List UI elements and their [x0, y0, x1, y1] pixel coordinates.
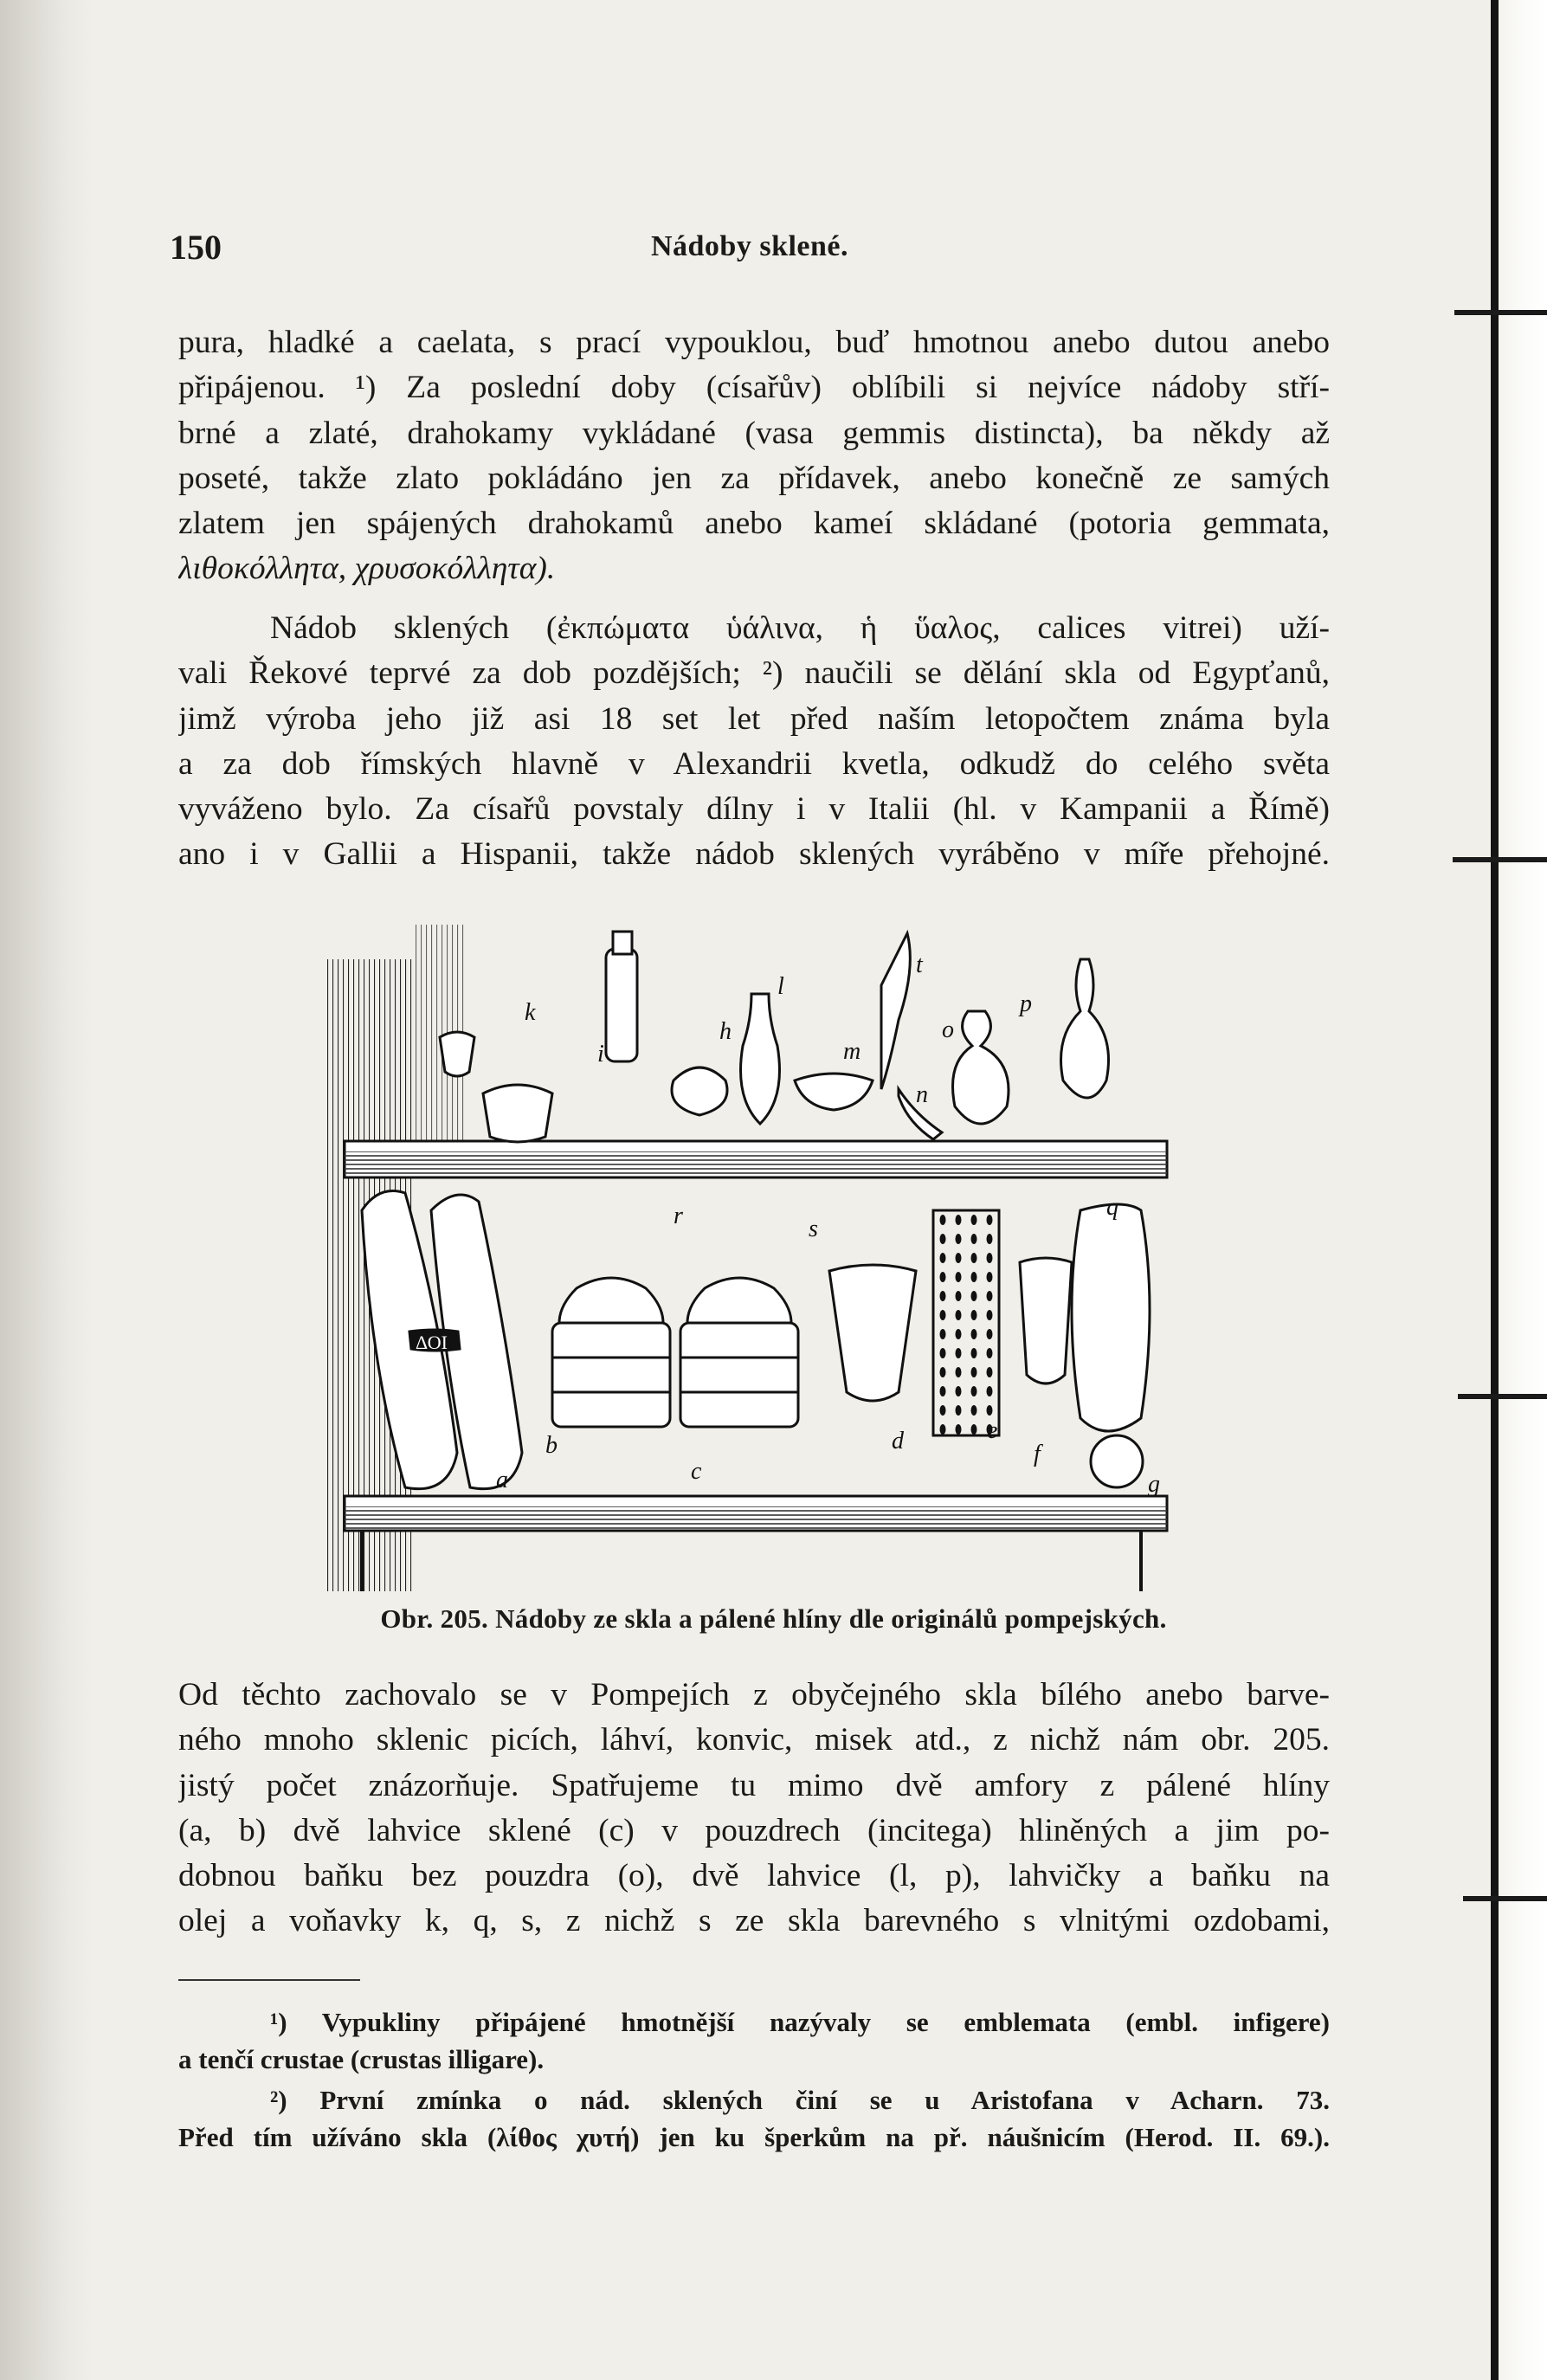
text-line: dobnou baňku bez pouzdra (o), dvě lahvice (l, p), lahvičky a baňku na	[178, 1858, 1330, 1894]
paragraph-3	[178, 1673, 1330, 1945]
text-line: brné a zlaté, drahokamy vykládané (vasa gemmis distincta), ba někdy až	[178, 415, 1330, 451]
text-line: jimž výroba jeho již asi 18 set let před naším letopočtem známa byla	[178, 700, 1330, 737]
text-line: jistý počet znázorňuje. Spatřujeme tu mimo dvě amfory z pálené hlíny	[178, 1767, 1330, 1803]
paragraph-1	[178, 320, 1330, 592]
footnote-line: ²) První zmínka o nád. sklených činí se u Aristofana v Acharn. 73.	[270, 2085, 1330, 2115]
edge-tick	[1463, 1896, 1547, 1901]
text-line: ano i v Gallii a Hispanii, takže nádob sklených vyráběno v míře přehojné.	[178, 836, 1330, 873]
figure-letter: f	[1034, 1441, 1041, 1467]
figure-letter: c	[691, 1458, 702, 1485]
footnote-line: a tenčí crustae (crustas illigare).	[178, 2044, 545, 2074]
figure-letter: m	[843, 1038, 861, 1065]
text-line: ného mnoho sklenic picích, láhví, konvic, misek atd., z nichž nám obr. 205.	[178, 1722, 1330, 1758]
text-line: vyváženo bylo. Za císařů povstaly dílny i v Italii (hl. v Kampanii a Římě)	[178, 791, 1330, 828]
running-title: Nádoby sklené.	[650, 230, 849, 262]
text-line: a za dob římských hlavně v Alexandrii kvetla, odkudž do celého světa	[178, 745, 1330, 782]
edge-tick	[1453, 857, 1547, 862]
figure-letter: a	[496, 1467, 508, 1493]
footnote-2	[178, 2081, 1330, 2156]
engraving-illustration	[327, 925, 1176, 1591]
figure-letter: r	[674, 1203, 683, 1229]
figure-letter: o	[942, 1016, 954, 1043]
page-header	[170, 227, 1330, 270]
lower-shelf-shading	[345, 1506, 1167, 1529]
footnote-rule	[178, 1979, 360, 1981]
figure-letter: b	[545, 1432, 558, 1459]
figure-letter: n	[916, 1081, 928, 1108]
figure-letter: d	[892, 1428, 904, 1454]
edge-tick	[1454, 310, 1547, 315]
text-line: Nádob sklených (ἐκπώματα ὑάλινα, ἡ ὕαλος, calices vitrei) uží-	[270, 610, 1330, 646]
text-line: λιθοκόλλητα, χρυσοκόλλητα).	[178, 551, 556, 587]
upper-vessels	[440, 932, 1109, 1142]
text-line: Od těchto zachovalo se v Pompejích z obyčejného skla bílého anebo barve-	[178, 1677, 1330, 1712]
figure-letter: h	[719, 1018, 732, 1045]
edge-tick	[1458, 1394, 1547, 1399]
text-line: (a, b) dvě lahvice sklené (c) v pouzdrech (incitega) hliněných a jim po-	[178, 1812, 1330, 1848]
footnote-line: Před tím užíváno skla (λίθος χυτή) jen ku šperkům na př. náušnicím (Herod. II. 69.).	[178, 2122, 1330, 2152]
figure-letter: i	[597, 1041, 604, 1067]
figure-letter: g	[1148, 1471, 1160, 1498]
footnote-line: ¹) Vypukliny připájené hmotnější nazývaly se emblemata (embl. infigere)	[270, 2007, 1330, 2037]
amphora-inscription: ΔΟΙ	[416, 1332, 448, 1353]
text-line: pura, hladké a caelata, s prací vypouklou, buď hmotnou anebo dutou anebo	[178, 325, 1330, 360]
figure-glass-vessels	[327, 925, 1176, 1591]
text-line: olej a voňavky k, q, s, z nichž s ze skla barevného s vlnitými ozdobami,	[178, 1903, 1330, 1939]
text-line: zlatem jen spájených drahokamů anebo kameí skládané (potoria gemmata,	[178, 506, 1330, 542]
figure-letter: s	[809, 1216, 818, 1242]
figure-letter: l	[777, 973, 784, 1000]
figure-letter: p	[1020, 990, 1032, 1017]
paragraph-2	[178, 606, 1330, 878]
footnote-1	[178, 2003, 1330, 2078]
figure-caption: Obr. 205. Nádoby ze skla a pálené hlíny dle originálů pompejských.	[380, 1603, 1167, 1634]
figure-letter: q	[1106, 1194, 1118, 1221]
figure-letter: t	[916, 951, 923, 978]
text-line: připájenou. ¹) Za poslední doby (císařův) oblíbili si nejvíce nádoby stří-	[178, 370, 1330, 406]
upper-shelf-shading	[345, 1151, 1167, 1176]
text-line: poseté, takže zlato pokládáno jen za přídavek, anebo konečně ze samých	[178, 460, 1330, 496]
page-number: 150	[170, 228, 222, 267]
page-left-shading	[0, 0, 95, 2380]
figure-letter: e	[987, 1417, 998, 1444]
lower-vessels	[362, 1191, 1150, 1489]
figure-letter: k	[525, 999, 536, 1026]
binding-edge-line	[1491, 0, 1499, 2380]
text-line: vali Řekové teprvé za dob pozdějších; ²) naučili se dělání skla od Egypťanů,	[178, 655, 1330, 692]
